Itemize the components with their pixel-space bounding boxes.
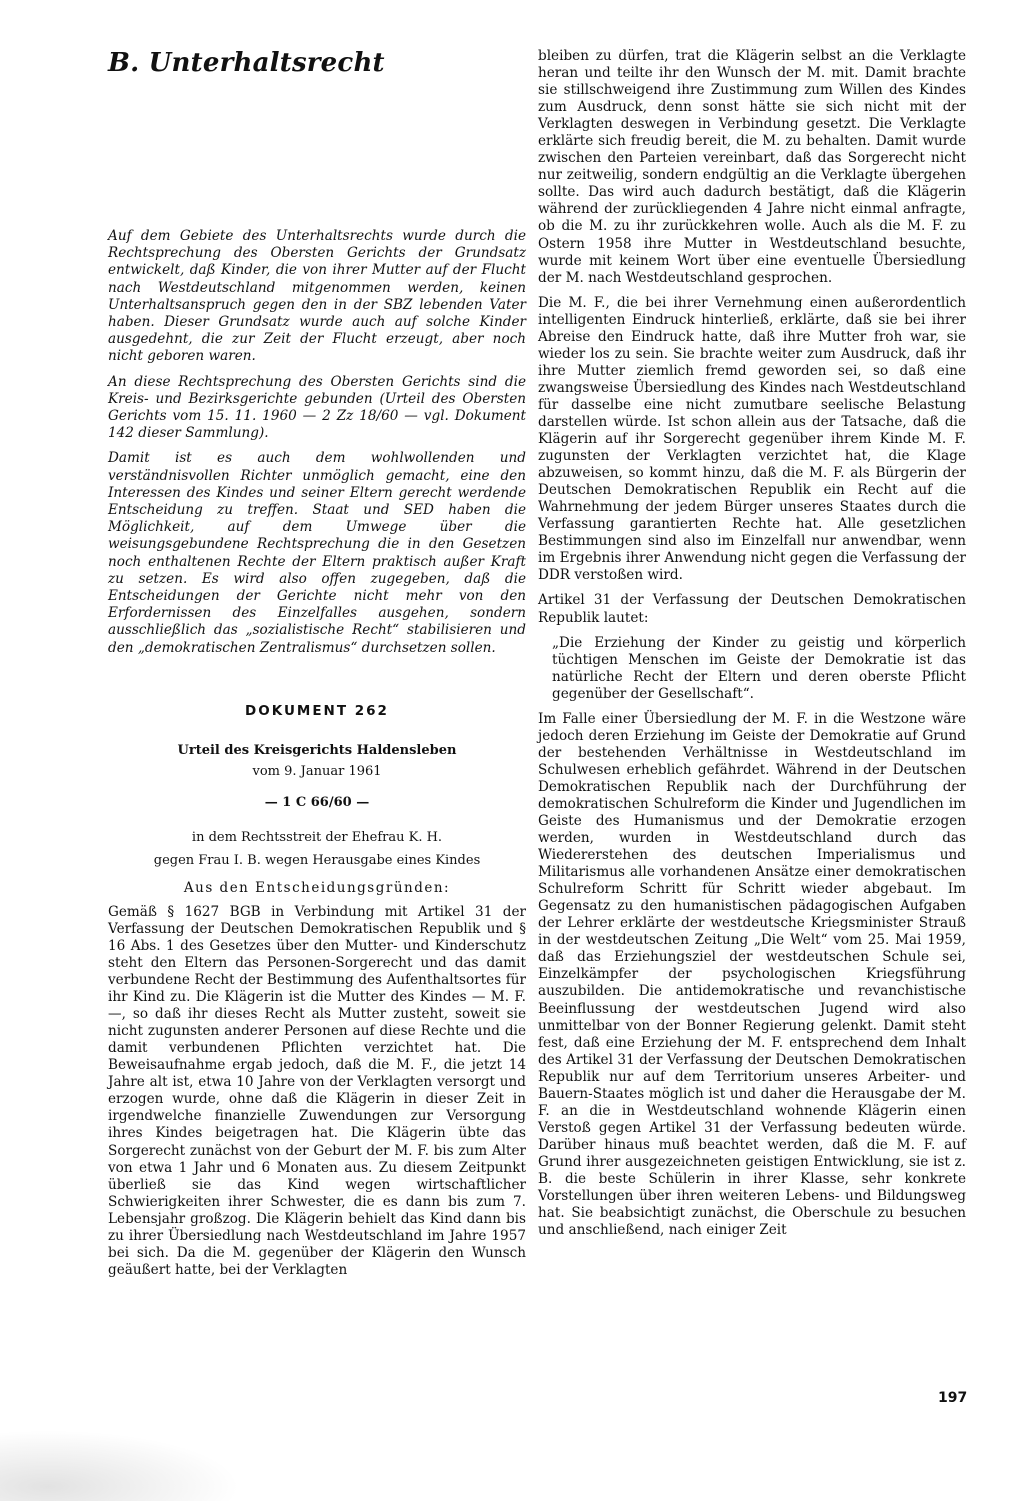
judgment-date: vom 9. Januar 1961 <box>252 763 382 779</box>
right-column <box>538 48 966 1247</box>
intro-commentary <box>108 228 526 657</box>
document-header <box>108 703 526 896</box>
body-paragraph: Die M. F., die bei ihrer Vernehmung einen außerordentlich intelligenten Eindruck hinterließ, erklärte, daß sie bei ihrer Abreise den Eindruck hatte, daß ihre Mutter froh war, sie wieder los zu sein. Sie brachte weiter zum Ausdruck, daß ihr ihre Mutter ziemlich fremd geworden sei, so daß eine zwangsweise Übersiedlung des Kindes nach Westdeutschland für dasselbe eine nicht zumutbare seelische Belastung darstellen würde. Ist schon allein aus der Tatsache, daß die Klägerin auf ihr Sorgerecht gegenüber ihrem Kinde M. F. zugunsten der Verklagten verzichtet hat, die Klage abzuweisen, so kommt hinzu, daß die M. F. als Bürgerin der Deutschen Demokratischen Republik ein Recht auf die Wahrnehmung der jedem Bürger unseres Staates durch die Verfassung garantierten Rechte hat. Alle gesetzlichen Bestimmungen sind also im Einzelfall nur anwendbar, wenn im Ergebnis ihrer Anwendung nicht gegen die Verfassung der DDR verstoßen wird. <box>538 294 966 584</box>
constitution-quote: „Die Erziehung der Kinder zu geistig und körperlich tüchtigen Menschen im Geiste der Demokratie ist das natürliche Recht der Eltern und deren oberste Pflicht gegenüber der Gesellschaft“. <box>552 634 966 702</box>
court-title: Urteil des Kreisgerichts Haldensleben <box>177 742 457 758</box>
body-paragraph: Gemäß § 1627 BGB in Verbindung mit Artikel 31 der Verfassung der Deutschen Demokratischen Republik und § 16 Abs. 1 des Gesetzes über den Mutter- und Kinderschutz steht den Eltern das Personen-Sorgerecht und das damit verbundene Recht der Bestimmung des Aufenthaltsortes für ihr Kind zu. Die Klägerin ist die Mutter des Kindes — M. F. —, so daß ihr dieses Recht als Mutter zusteht, soweit sie nicht zugunsten anderer Personen auf diese Rechte und die damit verbundenen Pflichten verzichtet hat. Die Beweisaufnahme ergab jedoch, daß die M. F., die jetzt 14 Jahre alt ist, etwa 10 Jahre von der Verklagten versorgt und erzogen wurde, ohne daß die Klägerin in dieser Zeit in irgendwelche finanzielle Zuwendungen zur Versorgung ihres Kindes beigetragen hat. Die Klägerin übte das Sorgerecht zunächst von der Geburt der M. F. bis zum Alter von etwa 1 Jahr und 6 Monaten aus. Zu diesem Zeitpunkt überließ sie das Kind wegen wirtschaftlicher Schwierigkeiten ihrer Schwester, die es dann bis zum 7. Lebensjahr großzog. Die Klägerin behielt das Kind dann bis zu ihrer Übersiedlung nach Westdeutschland im Jahre 1957 bei sich. Da die M. gegenüber der Klägerin den Wunsch geäußert hatte, bei der Verklagten <box>108 903 526 1278</box>
intro-paragraph: Damit ist es auch dem wohlwollenden und verständnisvollen Richter unmöglich gemacht, eine den Interessen des Kindes und seiner Eltern gerecht werdende Entscheidung zu treffen. Staat und SED haben die Möglichkeit, auf dem Umwege über die weisungsgebundene Rechtsprechung die in den Gesetzen noch enthaltenen Rechte der Eltern praktisch außer Kraft zu setzen. Es wird also offen zugegeben, daß die Entscheidungen der Gerichte nicht mehr von den Erfordernissen des Einzelfalles ausgehen, sondern ausschließlich das „sozialistische Recht“ stabilisieren und den „demokratischen Zentralismus“ durchsetzen sollen. <box>108 450 526 656</box>
scan-smudge <box>0 1430 240 1501</box>
page-number: 197 <box>938 1390 968 1406</box>
left-column <box>108 48 526 1287</box>
case-subject-line: gegen Frau I. B. wegen Herausgabe eines Kindes <box>153 852 481 868</box>
intro-paragraph: An diese Rechtsprechung des Obersten Gerichts sind die Kreis- und Bezirksgerichte gebunden (Urteil des Obersten Gerichts vom 15. 11. 1960 — 2 Zz 18/60 — vgl. Dokument 142 dieser Sammlung). <box>108 373 526 442</box>
judgment-body-left <box>108 904 526 1279</box>
document-number: DOKUMENT 262 <box>245 702 389 719</box>
case-reference: — 1 C 66/60 — <box>264 794 370 810</box>
body-paragraph: bleiben zu dürfen, trat die Klägerin selbst an die Verklagte heran und teilte ihr den Wunsch der M. mit. Damit brachte sie stillschweigend ihre Zustimmung zum Willen des Kindes zum Ausdruck, denn sonst hätte sie sich nicht mit der Verklagten deswegen in Verbindung gesetzt. Die Verklagte erklärte sich freudig bereit, die M. zu behalten. Damit wurde zwischen den Parteien vereinbart, daß das Sorgerecht nicht nur zeitweilig, sondern endgültig an die Verklagte übergehen sollte. Das wird auch dadurch bestätigt, daß die Klägerin während der zurückliegenden 4 Jahre nicht einmal anfragte, ob die M. zu ihr zurückkehren wolle. Auch als die M. F. zu Ostern 1958 ihre Mutter in Westdeutschland besuchte, wurde mit keinem Wort über eine eventuelle Übersiedlung der M. nach Westdeutschland gesprochen. <box>538 48 966 286</box>
grounds-heading: Aus den Entscheidungsgründen: <box>183 879 451 896</box>
case-parties-line: in dem Rechtsstreit der Ehefrau K. H. <box>191 829 443 845</box>
body-paragraph: Artikel 31 der Verfassung der Deutschen Demokratischen Republik lautet: <box>538 592 966 626</box>
intro-paragraph: Auf dem Gebiete des Unterhaltsrechts wurde durch die Rechtsprechung des Obersten Gerichts der Grundsatz entwickelt, daß Kinder, die von ihrer Mutter auf der Flucht nach Westdeutschland mitgenommen werden, keinen Unterhaltsanspruch gegen den in der SBZ lebenden Vater haben. Dieser Grundsatz wurde auch auf solche Kinder ausgedehnt, die zur Zeit der Flucht erzeugt, aber noch nicht geboren waren. <box>108 228 526 365</box>
body-paragraph: Im Falle einer Übersiedlung der M. F. in die Westzone wäre jedoch deren Erziehung im Geiste der Demokratie auf Grund der bestehenden Verhältnisse in Westdeutschland im Schulwesen erheblich gefährdet. Während in der Deutschen Demokratischen Republik nach der Durchführung der demokratischen Schulreform die Kinder und Jugendlichen im Geiste des Humanismus und der Demokratie erzogen werden, wurden in Westdeutschland durch das Wiedererstehen des deutschen Imperialismus und Militarismus alle vorhandenen Ansätze einer demokratischen Schulreform Schritt für Schritt wieder abgebaut. Im Gegensatz zu den humanistischen pädagogischen Aufgaben der Lehrer erklärte der westdeutsche Kriegsminister Strauß in der westdeutschen Zeitung „Die Welt“ vom 25. Mai 1959, daß das Erziehungsziel der westdeutschen Schule sei, Einzelkämpfer der psychologischen Kriegsführung auszubilden. Die antidemokratische und revanchistische Beeinflussung der westdeutschen Jugend wird also unmittelbar von der Bonner Regierung gelenkt. Damit steht fest, daß eine Erziehung der M. F. entsprechend dem Inhalt des Artikel 31 der Verfassung der Deutschen Demokratischen Republik nur auf dem Territorium unseres Arbeiter- und Bauern-Staates möglich ist und daher die Herausgabe der M. F. an die in Westdeutschland wohnende Klägerin einen Verstoß gegen Artikel 31 der Verfassung bedeuten würde. Darüber hinaus muß beachtet werden, daß die M. F. auf Grund ihrer ausgezeichneten geistigen Entwicklung, sie ist z. B. die beste Schülerin in ihrer Klasse, sehr konkrete Vorstellungen über ihren weiteren Lebens- und Bildungsweg hat. Sie beabsichtigt zunächst, die Oberschule zu besuchen und anschließend, nach einiger Zeit <box>538 710 966 1239</box>
section-title: B. Unterhaltsrecht <box>108 48 385 78</box>
